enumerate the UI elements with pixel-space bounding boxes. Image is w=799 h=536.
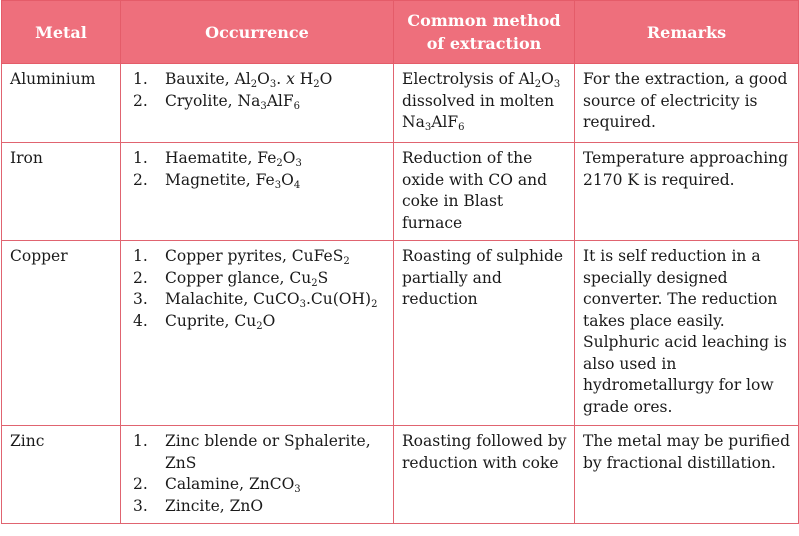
- occurrence-cell: [121, 241, 394, 426]
- metal-cell: Zinc: [2, 426, 121, 524]
- list-item: [129, 474, 387, 496]
- extraction-cell: Electrolysis of $Al_2O_3$ dissolved in molten $Na_3AlF_6$: [394, 64, 575, 143]
- remarks-cell: Temperature approaching 2170 K is required.: [575, 143, 799, 241]
- metal-cell: Aluminium: [2, 64, 121, 143]
- list-item: [129, 170, 387, 192]
- list-item: [129, 268, 387, 290]
- list-item: [129, 91, 387, 113]
- extraction-cell: Roasting of sulphide partially and reduction: [394, 241, 575, 426]
- list-number: 4.: [133, 311, 148, 330]
- list-item: [129, 431, 387, 474]
- list-item: [129, 69, 387, 91]
- list-item: [129, 311, 387, 333]
- ore-text: Zincite, ZnO: [165, 496, 264, 515]
- metal-cell: Iron: [2, 143, 121, 241]
- list-item: [129, 148, 387, 170]
- occurrence-list: [129, 69, 387, 112]
- list-number: 3.: [133, 290, 148, 308]
- list-item: [129, 496, 387, 518]
- occurrence-list: [129, 148, 387, 191]
- occurrence-list: [129, 246, 387, 332]
- header-extraction: Common method of extraction: [394, 1, 575, 64]
- occurrence-list: [129, 431, 387, 517]
- table-row: [2, 426, 799, 524]
- header-metal: Metal: [2, 1, 121, 64]
- header-row: [2, 1, 799, 64]
- header-occurrence: Occurrence: [121, 1, 394, 64]
- occurrence-cell: [121, 426, 394, 524]
- occurrence-cell: [121, 64, 394, 143]
- list-number: 1.: [133, 432, 148, 450]
- list-number: 2.: [133, 170, 148, 189]
- extraction-cell: Roasting followed by reduction with coke: [394, 426, 575, 524]
- list-item: [129, 289, 387, 311]
- table-row: [2, 64, 799, 143]
- list-number: 2.: [133, 91, 148, 110]
- extraction-cell: Reduction of the oxide with CO and coke in Blast furnace: [394, 143, 575, 241]
- ore-text: Copper pyrites, CuFeS$_2$: [165, 247, 350, 267]
- metal-cell: Copper: [2, 241, 121, 426]
- list-number: 2.: [133, 475, 148, 493]
- ore-text: Cryolite, $Na_3AlF_6$: [165, 91, 300, 112]
- ore-text: Calamine, ZnCO$_3$: [165, 475, 301, 495]
- remarks-cell: It is self reduction in a specially designed converter. The reduction takes place easily. Sulphuric acid leaching is also used in hydrometallurgy for low grade ores.: [575, 241, 799, 426]
- list-item: [129, 246, 387, 268]
- ore-text: Malachite, $CuCO_3.Cu(OH)_2$: [165, 290, 378, 310]
- list-number: 2.: [133, 268, 148, 287]
- list-number: 1.: [133, 247, 148, 265]
- header-remarks: Remarks: [575, 1, 799, 64]
- remarks-cell: For the extraction, a good source of electricity is required.: [575, 64, 799, 143]
- ore-text: Haematite, $Fe_2O_3$: [165, 149, 302, 169]
- ore-text: Magnetite, $Fe_3O_4$: [165, 170, 301, 191]
- occurrence-cell: [121, 143, 394, 241]
- list-number: 3.: [133, 496, 148, 515]
- ore-text: Copper glance, $Cu_2S$: [165, 268, 329, 289]
- extraction-table: [1, 0, 799, 524]
- ore-text: Cuprite, $Cu_2O$: [165, 311, 276, 332]
- ore-text: Zinc blende or Sphalerite, ZnS: [165, 432, 371, 472]
- ore-text: Bauxite, $Al_2O_3$. x $H_2O$: [165, 70, 333, 90]
- remarks-cell: The metal may be purified by fractional distillation.: [575, 426, 799, 524]
- list-number: 1.: [133, 70, 148, 88]
- table-row: [2, 241, 799, 426]
- list-number: 1.: [133, 149, 148, 167]
- table-row: [2, 143, 799, 241]
